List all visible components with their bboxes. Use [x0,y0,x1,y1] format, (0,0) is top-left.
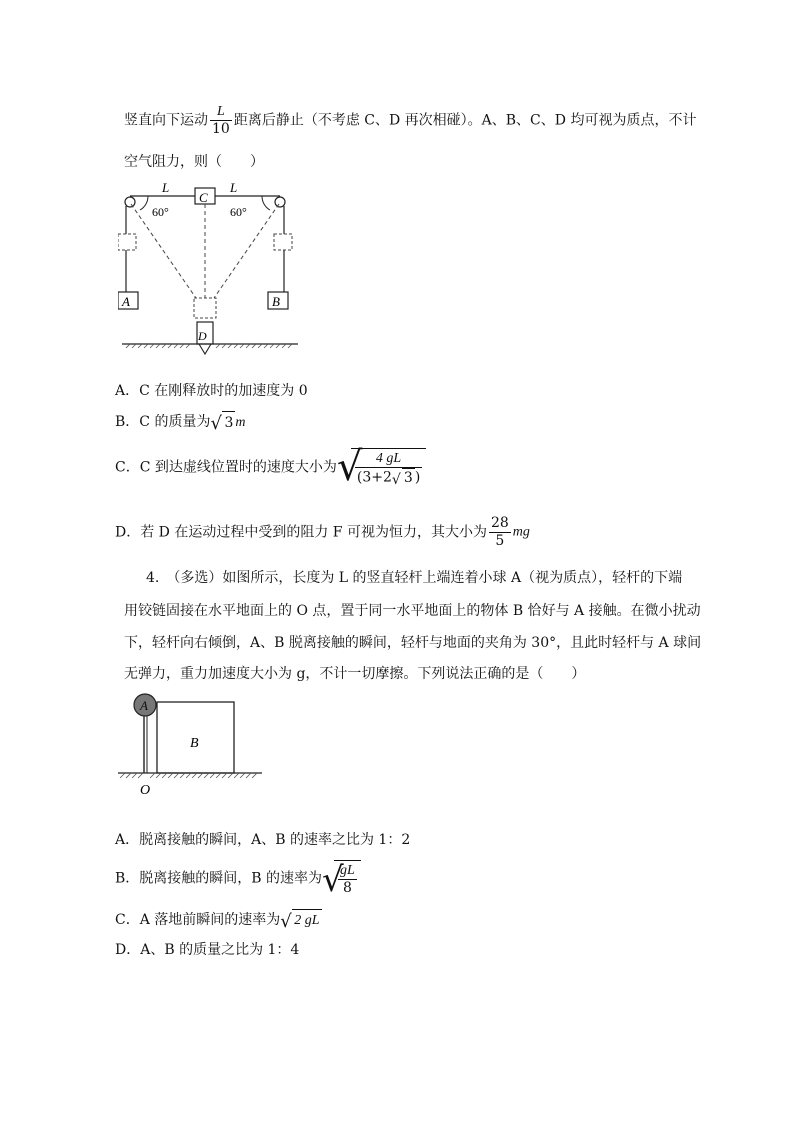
q3-pulley-right [275,197,285,207]
q4-figure [112,690,272,805]
q4-ground-hatching [120,773,257,778]
q3-option-B [115,411,246,433]
q3-label-D: D [198,329,207,343]
q4-line3: 下，轻杆向右倾倒，A、B 脱离接触的瞬间，轻杆与地面的夹角为 30°，且此时轻杆与 A 球间 [124,635,702,651]
q3-option-A: A．C 在刚释放时的加速度为 0 [115,383,308,399]
q3-optB-radicand: 3 [222,411,235,433]
q3-optD-fraction [489,515,511,550]
q3-frac-num: L [210,103,232,121]
q3-intro-line2: 空气阻力，则（ ） [124,154,264,170]
q3-figure [118,182,318,357]
q3-intro-line1 [124,103,696,138]
q3-optD-prefix: D．若 D 在运动过程中受到的阻力 F 可视为恒力，其大小为 [115,524,487,541]
q4-optC-sqrt: √ 2 gL [280,911,320,932]
q3-label-angle-right: 60° [230,205,247,219]
q4-option-D: D．A、B 的质量之比为 1：4 [115,942,300,958]
q3-optC-den-rad: 3 [403,470,413,486]
q3-optC-den-b: ) [414,469,421,486]
q4-line4: 无弹力，重力加速度大小为 g，不计一切摩擦。下列说法正确的是（ ） [124,666,586,682]
q4-line1: 4. （多选）如图所示，长度为 L 的竖直轻杆上端连着小球 A（视为质点），轻杆的下端 [146,570,683,586]
q3-label-L-right: L [230,182,238,195]
q3-pulley-left [125,197,135,207]
q3-intro-prefix: 竖直向下运动 [124,112,208,129]
q4-optB-prefix: B．脱离接触的瞬间，B 的速率为 [115,870,323,887]
q3-label-L-left: L [162,182,170,195]
q4-label-B: B [190,736,199,751]
q3-optB-var: m [235,415,246,430]
q3-optC-sqrt: √ 4 gL (3+2 √ 3 ) [337,448,426,487]
q4-optB-sqrt: √ $\frac{gL}{8}$ [322,860,361,897]
q3-intro-suffix: 距离后静止（不考虑 C、D 再次相碰）。A、B、C、D 均可视为质点，不计 [233,112,697,129]
q3-fraction-L-over-10 [210,103,232,138]
q4-optB-num: gL [340,863,355,878]
q4-label-O: O [140,783,151,798]
q3-optD-den: 5 [495,533,505,549]
q3-optB-prefix: B．C 的质量为 [115,414,211,430]
q3-optC-num: 4 gL [355,450,422,468]
q4-option-B [115,860,361,902]
q3-label-B: B [272,294,280,309]
q3-peg-tip [199,344,211,354]
q3-angle-arc-right [262,196,270,210]
q3-dashed-box-right [274,234,292,250]
q3-label-angle-left: 60° [152,205,169,219]
q3-optD-var: mg [512,524,530,540]
q3-optC-prefix: C．C 到达虚线位置时的速度大小为 [115,459,337,476]
q3-optC-den-a: (3+2 [356,469,392,486]
q4-option-A: A．脱离接触的瞬间，A、B 的速率之比为 1：2 [115,832,411,848]
q3-label-C: C [199,190,208,205]
q3-angle-arc-left [140,196,148,210]
q3-option-C [115,444,426,498]
q4-label-A: A [140,698,148,713]
q3-optD-num: 28 [490,515,509,531]
q4-optC-radicand: 2 gL [292,909,321,931]
q3-dashed-box-left [118,234,136,250]
q4-optC-prefix: C．A 落地前瞬间的速率为 [115,912,281,928]
q4-line2: 用铰链固接在水平地面上的 O 点，置于同一水平地面上的物体 B 恰好与 A 接触。在微小扰动 [124,603,701,619]
q3-option-D [115,515,530,555]
q3-frac-den: 10 [212,121,230,137]
q3-optB-sqrt: √ 3 [210,413,234,434]
q3-dashed-box-center [194,298,216,318]
q4-optB-den: 8 [342,880,352,896]
q4-option-C [115,909,322,931]
q3-label-A: A [122,294,130,309]
